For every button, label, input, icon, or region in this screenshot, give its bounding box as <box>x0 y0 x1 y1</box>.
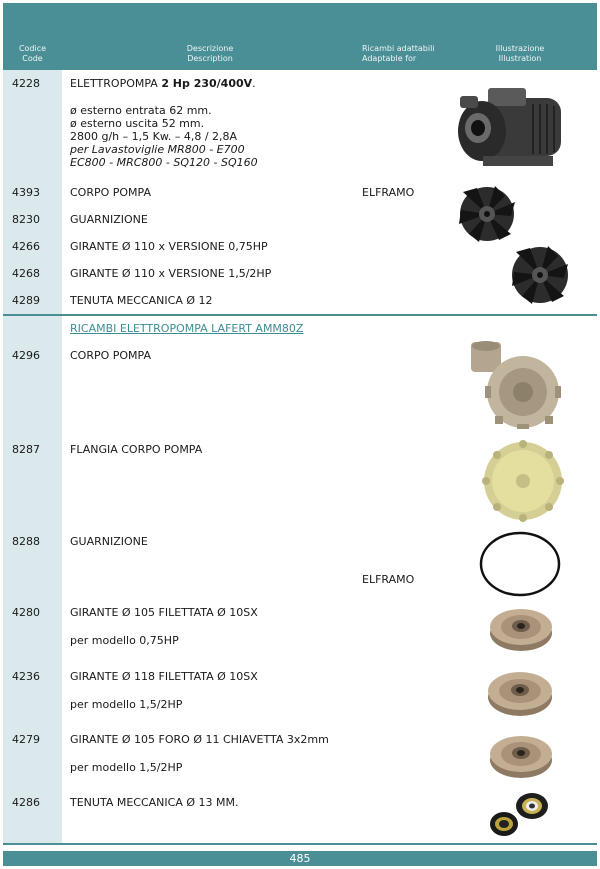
item-description: GIRANTE Ø 110 x VERSIONE 1,5/2HP <box>70 267 272 280</box>
impeller-black-image <box>455 184 520 244</box>
pump-flange-image <box>478 440 568 522</box>
item-code: 4279 <box>12 733 40 746</box>
item-code: 4289 <box>12 294 40 307</box>
item-code: 4280 <box>12 606 40 619</box>
item-detail: ø esterno entrata 62 mm. <box>70 104 212 117</box>
item-description: CORPO POMPA <box>70 186 152 199</box>
item-description: TENUTA MECCANICA Ø 13 MM. <box>70 796 239 809</box>
pump-body-image <box>465 340 570 430</box>
header-description: Descrizione Description <box>186 44 234 63</box>
section-title-link[interactable]: RICAMBI ELETTROPOMPA LAFERT AMM80Z <box>70 322 304 335</box>
item-title: ELETTROPOMPA 2 Hp 230/400V. <box>70 77 256 90</box>
gasket-ring-image <box>478 530 562 598</box>
item-detail: 2800 g/h – 1,5 Kw. – 4,8 / 2,8A <box>70 130 238 143</box>
item-subtitle: per modello 0,75HP <box>70 634 179 647</box>
item-code: 8287 <box>12 443 40 456</box>
item-detail: EC800 - MRC800 - SQ120 - SQ160 <box>70 156 258 169</box>
item-code: 4228 <box>12 77 40 90</box>
header-code: Codice Code <box>18 44 47 63</box>
impeller-bronze-image <box>488 603 554 653</box>
item-code: 4393 <box>12 186 40 199</box>
item-subtitle: per modello 1,5/2HP <box>70 698 183 711</box>
item-description: GUARNIZIONE <box>70 535 148 548</box>
item-code: 8230 <box>12 213 40 226</box>
item-description: GUARNIZIONE <box>70 213 148 226</box>
adaptable-brand: ELFRAMO <box>362 186 415 199</box>
item-code: 4268 <box>12 267 40 280</box>
item-detail: ø esterno uscita 52 mm. <box>70 117 205 130</box>
item-description: CORPO POMPA <box>70 349 152 362</box>
item-description: TENUTA MECCANICA Ø 12 <box>70 294 213 307</box>
header-adaptable: Ricambi adattabili Adaptable for <box>362 44 435 63</box>
header-illustration: Illustrazione Illustration <box>495 44 545 63</box>
impeller-bronze-image <box>486 666 554 718</box>
page-number: 485 <box>3 851 597 866</box>
pump-motor-image <box>448 76 578 176</box>
item-detail: per Lavastoviglie MR800 - E700 <box>70 143 245 156</box>
item-description: FLANGIA CORPO POMPA <box>70 443 203 456</box>
section-divider <box>3 314 597 316</box>
item-code: 4236 <box>12 670 40 683</box>
impeller-black-image <box>508 244 573 306</box>
item-description: GIRANTE Ø 105 FILETTATA Ø 10SX <box>70 606 258 619</box>
item-code: 4296 <box>12 349 40 362</box>
item-code: 4286 <box>12 796 40 809</box>
item-code: 8288 <box>12 535 40 548</box>
mechanical-seal-image <box>486 790 556 840</box>
bottom-divider <box>3 843 597 845</box>
item-description: GIRANTE Ø 110 x VERSIONE 0,75HP <box>70 240 268 253</box>
adaptable-brand: ELFRAMO <box>362 573 415 586</box>
item-code: 4266 <box>12 240 40 253</box>
item-description: GIRANTE Ø 105 FORO Ø 11 CHIAVETTA 3x2mm <box>70 733 329 746</box>
item-subtitle: per modello 1,5/2HP <box>70 761 183 774</box>
item-description: GIRANTE Ø 118 FILETTATA Ø 10SX <box>70 670 258 683</box>
impeller-bronze-image <box>488 730 554 780</box>
